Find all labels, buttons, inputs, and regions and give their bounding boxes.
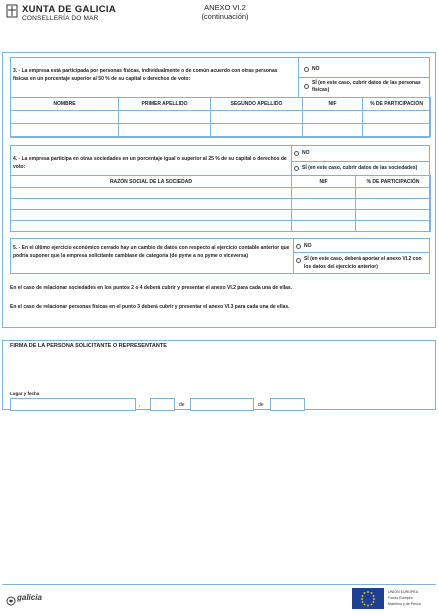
cell-input[interactable] xyxy=(211,111,303,124)
cell-input[interactable] xyxy=(119,111,211,124)
q3-col-header: NIF xyxy=(303,98,363,111)
cell-input[interactable] xyxy=(363,111,431,124)
cell-input[interactable] xyxy=(11,124,119,137)
cell-input[interactable] xyxy=(211,124,303,137)
cell-input[interactable] xyxy=(11,210,292,221)
cell-input[interactable] xyxy=(11,111,119,124)
cell-input[interactable] xyxy=(303,111,363,124)
q3-no-label: NO xyxy=(312,66,320,72)
q4-question: 4. - La empresa participa en otras sociedades en un porcentaje igual o superior al 25 % de su capital o derechos de voto: xyxy=(13,156,287,170)
q4-no-label: NO xyxy=(302,150,310,156)
cell-input[interactable] xyxy=(356,199,431,210)
org-name: XUNTA DE GALICIA xyxy=(22,4,116,15)
month-field[interactable] xyxy=(190,398,254,411)
dept-name: CONSELLERÍA DO MAR xyxy=(22,15,99,22)
q4-col-header: % DE PARTICIPACIÓN xyxy=(356,176,431,188)
q3-no-radio[interactable] xyxy=(304,67,309,72)
cell-input[interactable] xyxy=(292,188,356,199)
place-field[interactable] xyxy=(10,398,136,411)
q4-col-header: NIF xyxy=(292,176,356,188)
table-row xyxy=(11,199,431,210)
q5-yes-label: SÍ (en este caso, deberá aportar el anexo VI.2 con los datos del ejercicio anterior) xyxy=(304,256,422,270)
table-row xyxy=(11,111,431,124)
year-field[interactable] xyxy=(270,398,305,411)
xunta-logo-icon xyxy=(6,4,18,18)
q5-question: 5. - En el último ejercicio económico cerrado hay un cambio de datos con respecto al ejercicio contable anterior que podría suponer que la empresa solicitante cambiase de categoría (de pyme a no pyme o viceversa) xyxy=(13,245,290,259)
day-field[interactable] xyxy=(150,398,175,411)
q4-col-header: RAZÓN SOCIAL DE LA SOCIEDAD xyxy=(11,176,292,188)
q3-question: 3. - La empresa está participada por personas físicas, individualmente o de común acuerdo con otras personas físicas en un porcentaje superior al 50 % de su capital o derechos de voto: xyxy=(13,68,278,82)
q5-no-label: NO xyxy=(304,243,312,249)
signature-title: FIRMA DE LA PERSONA SOLICITANTE O REPRESENTANTE xyxy=(10,343,167,349)
table-row xyxy=(11,210,431,221)
cell-input[interactable] xyxy=(363,124,431,137)
cell-input[interactable] xyxy=(11,221,292,232)
table-row xyxy=(11,124,431,137)
de-separator-1: de xyxy=(179,402,185,408)
cell-input[interactable] xyxy=(292,199,356,210)
table-row xyxy=(11,221,431,232)
annex-title: ANEXO VI.2 xyxy=(204,3,246,12)
place-date-label: Lugar y fecha xyxy=(10,391,40,396)
cell-input[interactable] xyxy=(11,188,292,199)
q4-table xyxy=(10,175,431,232)
eu-line-3: Marítimo y de Pesca xyxy=(388,602,421,606)
galicia-logo-icon xyxy=(6,593,16,603)
cell-input[interactable] xyxy=(356,188,431,199)
galicia-logo: galicia xyxy=(17,593,42,602)
cell-input[interactable] xyxy=(11,199,292,210)
q3-table xyxy=(10,97,431,137)
q4-yes-radio[interactable] xyxy=(294,166,299,171)
q5-no-radio[interactable] xyxy=(296,244,301,249)
q4-no-radio[interactable] xyxy=(294,151,299,156)
cell-input[interactable] xyxy=(292,210,356,221)
note-2: En el caso de relacionar personas físicas en el punto 3 deberá cubrir y presentar el anexo VI.3 para cada una de ellas. xyxy=(10,304,290,310)
cell-input[interactable] xyxy=(303,124,363,137)
q3-col-header: SEGUNDO APELLIDO xyxy=(211,98,303,111)
note-1: En el caso de relacionar sociedades en los puntos 2 o 4 deberá cubrir y presentar el anexo VI.2 para cada una de ellas. xyxy=(10,285,293,291)
q5-yes-radio[interactable] xyxy=(296,258,301,263)
eu-line-1: UNIÓN EUROPEA xyxy=(388,590,419,594)
comma-separator: , xyxy=(139,402,141,408)
eu-line-2: Fondo Europeo xyxy=(388,596,413,600)
q3-col-header: NOMBRE xyxy=(11,98,119,111)
eu-flag-icon xyxy=(352,588,384,609)
cell-input[interactable] xyxy=(356,210,431,221)
q3-yes-radio[interactable] xyxy=(304,84,309,89)
q4-yes-label: SÍ (en este caso, cubrir datos de las sociedades) xyxy=(302,165,418,171)
q3-col-header: PRIMER APELLIDO xyxy=(119,98,211,111)
q3-yes-label: SÍ (en este caso, cubrir datos de las personas físicas) xyxy=(312,80,421,93)
q3-col-header: % DE PARTICIPACIÓN xyxy=(363,98,431,111)
cell-input[interactable] xyxy=(356,221,431,232)
cell-input[interactable] xyxy=(292,221,356,232)
cell-input[interactable] xyxy=(119,124,211,137)
annex-subtitle: (continuación) xyxy=(201,12,249,21)
de-separator-2: de xyxy=(258,402,264,408)
table-row xyxy=(11,188,431,199)
